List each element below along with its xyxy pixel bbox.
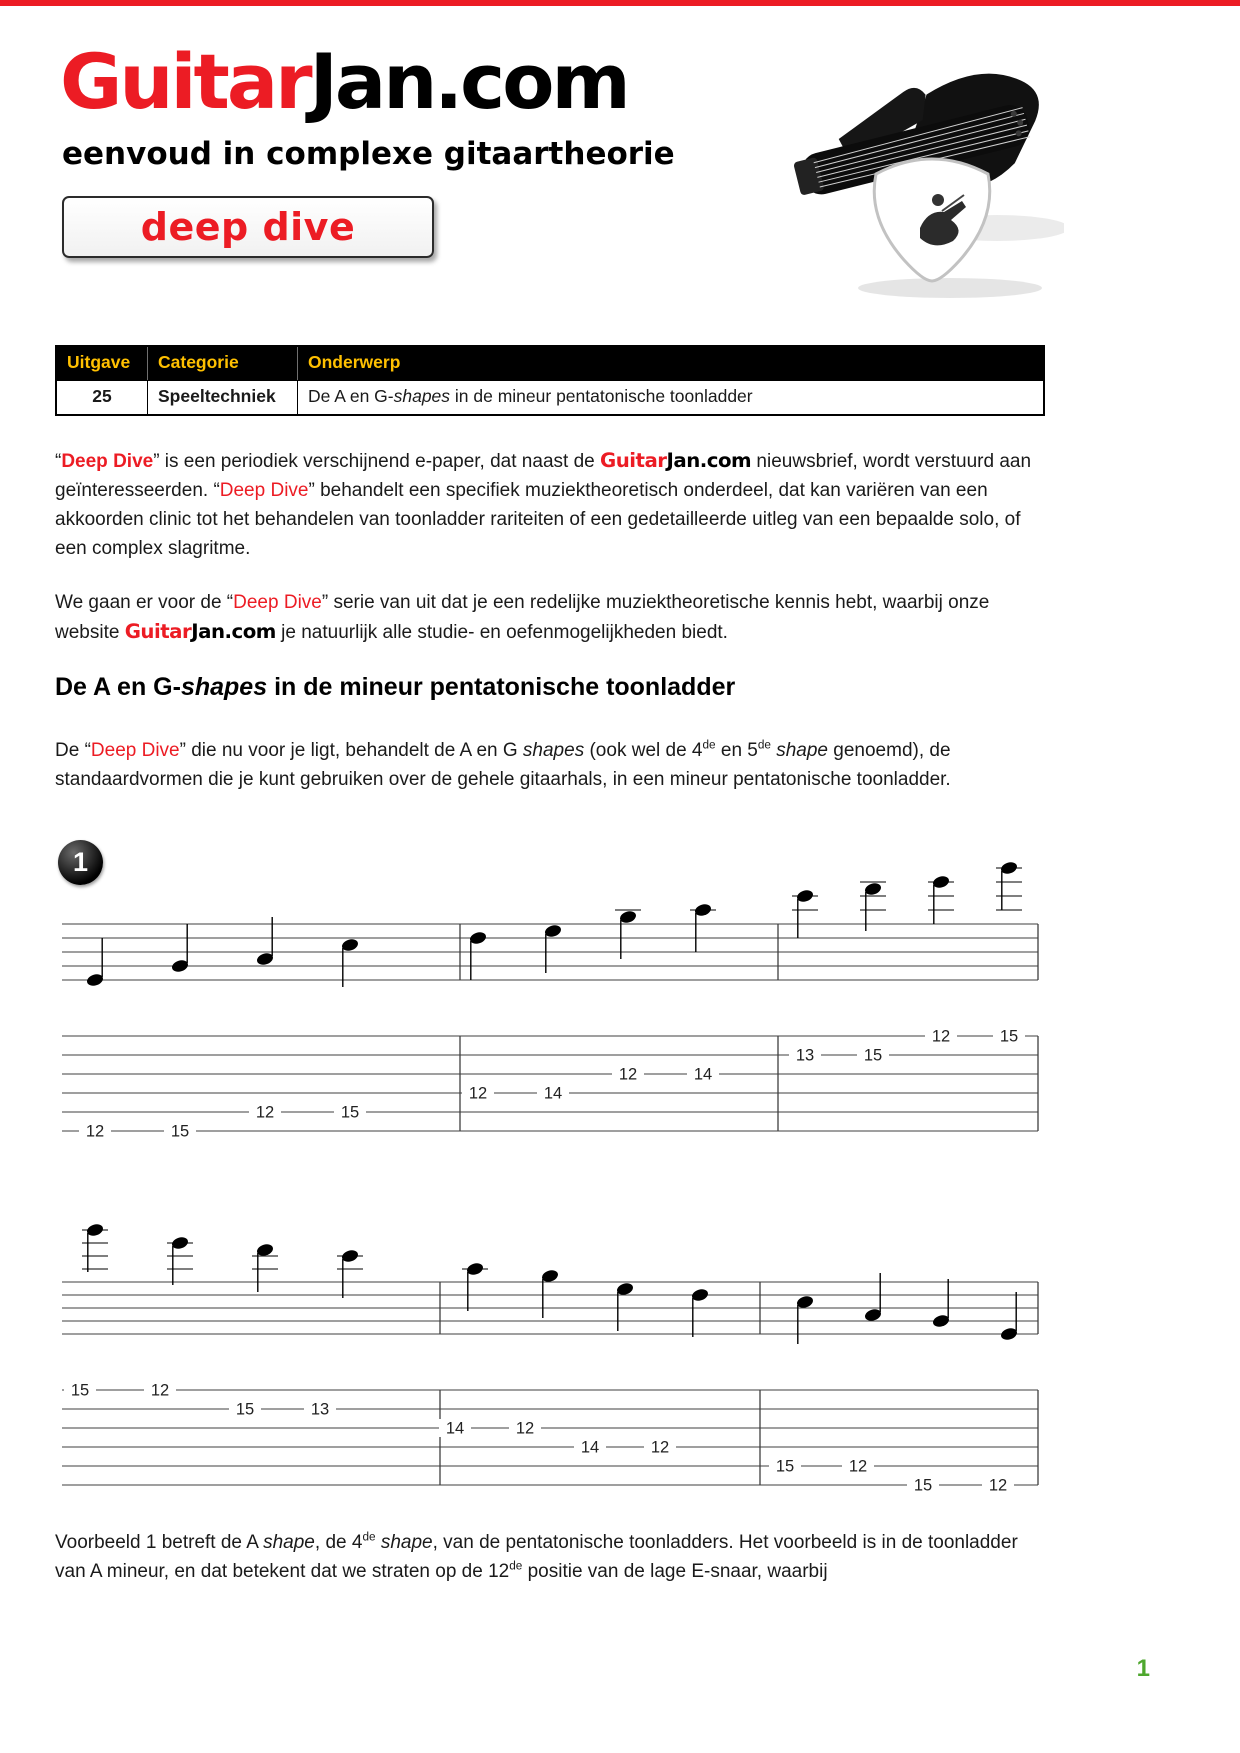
tab-fret-number: 15	[70, 1381, 90, 1400]
text-segment: nieuwsbrief, wordt verstuurd aan geïnteresseerden. “	[55, 451, 1032, 501]
cell-categorie: Speeltechniek	[147, 381, 297, 414]
text-segment: je natuurlijk alle studie- en oefenmogelijkheden biedt.	[275, 622, 728, 643]
tab-fret-number: 12	[618, 1065, 638, 1084]
tab-fret-number: 12	[931, 1027, 951, 1046]
footer-paragraph	[55, 1528, 1047, 1586]
text-segment: Guitar	[124, 620, 192, 643]
column-header-uitgave: Uitgave	[67, 352, 131, 372]
tab-fret-number: 14	[543, 1084, 563, 1103]
text-segment: ” is een periodiek verschijnend e-paper, dat naast de	[153, 451, 600, 472]
text-segment: de	[702, 738, 716, 752]
text-segment: , van de pentatonische toonladders. Het voorbeeld is in de toonladder van A mineur, en dat betekent dat we straten op de 12	[55, 1532, 1018, 1582]
text-segment: We gaan er voor de “	[55, 592, 234, 613]
site-tagline: eenvoud in complexe gitaartheorie	[62, 136, 675, 172]
tab-fret-number: 12	[255, 1103, 275, 1122]
tab-fret-number: 12	[848, 1457, 868, 1476]
text-segment: , de 4	[314, 1532, 363, 1553]
tab-fret-number: 12	[988, 1476, 1008, 1495]
tab-fret-number: 14	[445, 1419, 465, 1438]
column-header-onderwerp: Onderwerp	[297, 347, 1043, 380]
text-segment: shapes	[393, 385, 451, 406]
text-segment: de	[757, 738, 771, 752]
column-header-categorie: Categorie	[147, 347, 297, 380]
text-segment: Voorbeeld 1 betreft de A	[55, 1532, 264, 1553]
tab-fret-number: 13	[310, 1400, 330, 1419]
text-segment: Deep Dive	[90, 740, 180, 761]
logo-part-guitar: Guitar	[60, 37, 310, 126]
text-segment: De A en G-	[55, 673, 181, 701]
text-segment: de	[509, 1559, 523, 1573]
tab-fret-number: 15	[775, 1457, 795, 1476]
text-segment: (ook wel de 4	[584, 740, 703, 761]
text-segment: ” die nu voor je ligt, behandelt de A en G	[179, 740, 523, 761]
text-segment: in de mineur pentatonische toonladder	[267, 673, 736, 701]
text-segment: Deep Dive	[61, 451, 154, 472]
tab-fret-number: 15	[999, 1027, 1019, 1046]
text-segment: ” behandelt een specifiek muziektheoretisch onderdeel, dat kan variëren van een akkoorden clinic tot het behandelen van toonladder rariteiten of een gedetailleerde uitleg van een bepaalde solo, of een complex slagritme.	[55, 480, 1021, 559]
text-segment: shape	[263, 1532, 315, 1553]
text-segment: shape	[380, 1532, 433, 1553]
text-segment: shapes	[180, 673, 268, 701]
logo-part-jancom: Jan.com	[309, 37, 628, 126]
tab-fret-number: 13	[795, 1046, 815, 1065]
tab-fret-number: 15	[235, 1400, 255, 1419]
text-segment: ” serie van uit dat je een redelijke muziektheoretische kennis hebt, waarbij onze website	[55, 592, 990, 643]
text-segment: positie van de lage E-snaar, waarbij	[522, 1561, 828, 1582]
tab-fret-number: 12	[650, 1438, 670, 1457]
example-number: 1	[72, 847, 89, 877]
tab-fret-number: 15	[863, 1046, 883, 1065]
text-segment: in de mineur pentatonische toonladder	[450, 385, 753, 406]
text-segment: Guitar	[599, 449, 667, 472]
tab-fret-number: 12	[150, 1381, 170, 1400]
tab-fret-number: 12	[468, 1084, 488, 1103]
tab-fret-number: 15	[340, 1103, 360, 1122]
text-segment: “	[55, 451, 62, 472]
tab-fret-number: 12	[85, 1122, 105, 1141]
text-segment: en 5	[715, 740, 758, 761]
text-segment: Deep Dive	[219, 480, 309, 501]
deep-dive-label: deep dive	[140, 205, 356, 249]
tab-fret-number: 15	[170, 1122, 190, 1141]
text-segment: Deep Dive	[233, 592, 322, 613]
tab-fret-number: 15	[913, 1476, 933, 1495]
text-segment: de	[362, 1530, 376, 1544]
text-segment: shapes	[522, 740, 585, 761]
text-segment: Jan.com	[666, 449, 752, 472]
tab-fret-number: 12	[515, 1419, 535, 1438]
tab-fret-number: 14	[693, 1065, 713, 1084]
text-segment: De A en G-	[308, 385, 394, 406]
text-segment: shape	[776, 740, 829, 761]
text-segment: Jan.com	[191, 620, 276, 643]
tab-fret-number: 14	[580, 1438, 600, 1457]
text-segment: genoemd), de standaardvormen die je kunt gebruiken over de gehele gitaarhals, in een mineur pentatonische toonladder.	[55, 740, 951, 790]
page-number: 1	[1136, 1655, 1150, 1682]
cell-uitgave: 25	[92, 385, 112, 406]
text-segment: De “	[55, 740, 91, 761]
